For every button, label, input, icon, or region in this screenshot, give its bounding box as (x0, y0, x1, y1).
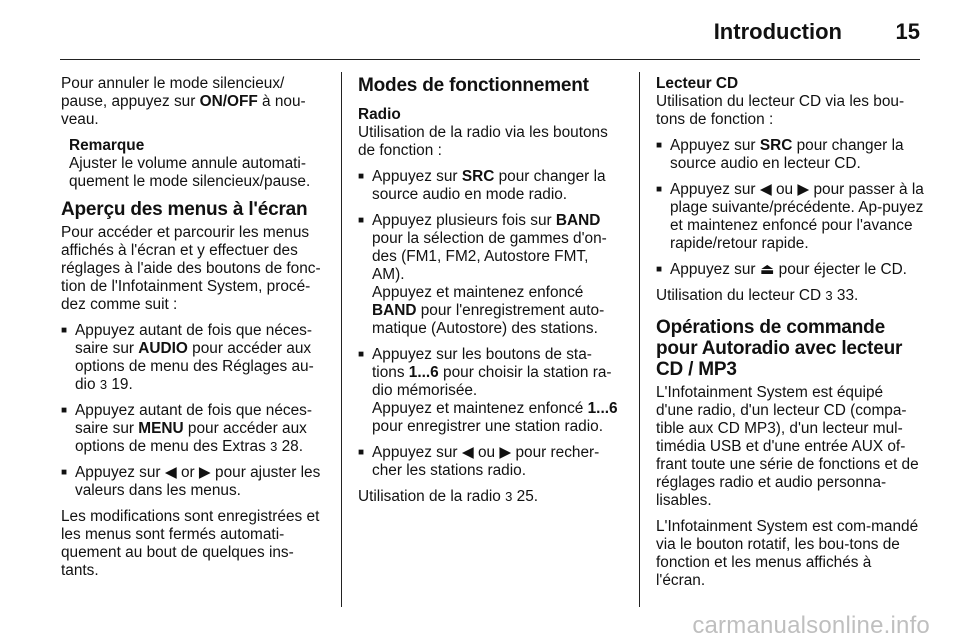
paragraph-silent-mode: Pour annuler le mode silencieux/ pause, appuyez sur ON/OFF à nou-veau. (61, 75, 306, 128)
paragraph-cd-ref: Utilisation du lecteur CD 3 33. (656, 287, 859, 304)
paragraph-cd-intro: Utilisation du lecteur CD via les bou-tons de fonction : (656, 93, 905, 128)
column-divider-1 (341, 72, 342, 607)
list-item: ■ Appuyez sur ◀ ou ▶ pour passer à la plage suivante/précédente. Ap-puyez et maintenez enfoncé pour l'avance rapide/retour rapide. (656, 181, 924, 253)
paragraph-system-controls: L'Infotainment System est com-mandé via le bouton rotatif, les bou-tons de fonction et les menus affichés à l'écran. (656, 518, 919, 589)
page-ref-icon: 3 (505, 489, 513, 504)
note-text: Ajuster le volume annule automati-quement le mode silencieux/pause. (69, 155, 311, 190)
right-arrow-icon: ▶ (499, 444, 512, 461)
heading-operations: Opérations de commande pour Autoradio avec lecteur CD / MP3 (656, 317, 903, 380)
note-title: Remarque (69, 137, 145, 154)
page-ref-icon: 3 (99, 377, 108, 392)
radio-steps-list (358, 168, 622, 480)
list-item: ■ Appuyez sur SRC pour changer la source audio en lecteur CD. (656, 137, 924, 173)
left-arrow-icon: ◀ (759, 181, 772, 198)
header-rule (60, 59, 920, 60)
heading-radio: Radio (358, 106, 401, 123)
column-2 (358, 75, 622, 514)
page-ref-icon: 3 (270, 439, 278, 454)
paragraph-auto-close: Les modifications sont enregistrées et les menus sont fermés automati-quement au bout de quelques ins-tants. (61, 508, 320, 579)
watermark: carmanualsonline.info (692, 612, 930, 639)
right-arrow-icon: ▶ (797, 181, 810, 198)
paragraph-radio-ref: Utilisation de la radio 3 25. (358, 488, 539, 505)
right-arrow-icon: ▶ (198, 464, 211, 481)
column-divider-2 (639, 72, 640, 607)
list-item: ■ Appuyez autant de fois que néces-saire sur MENU pour accéder aux options de menu des Extras 3 28. (61, 402, 325, 456)
page-number: 15 (895, 19, 920, 44)
heading-modes: Modes de fonctionnement (358, 75, 589, 96)
paragraph-menus-intro: Pour accéder et parcourir les menus affichés à l'écran et y effectuer des réglages à l'aide des boutons de fonc-tion de l'Infotainment System, procé-dez comme suit : (61, 224, 321, 313)
paragraph-system-features: L'Infotainment System est équipé d'une radio, d'un lecteur CD (compa-tible aux CD MP3), d'un lecteur mul-timédia USB et d'une entrée AUX of-frant toute une série de fonctions et de réglages radio et audio personna-lisables. (656, 384, 919, 509)
list-item-subparagraph: Appuyez et maintenez enfoncé BAND pour l'enregistrement auto-matique (Autostore) des stations. (372, 284, 605, 337)
left-arrow-icon: ◀ (164, 464, 177, 481)
list-item: ■ Appuyez sur ◀ or ▶ pour ajuster les valeurs dans les menus. (61, 464, 325, 500)
list-item-subparagraph: Appuyez et maintenez enfoncé 1...6 pour enregistrer une station radio. (372, 400, 618, 435)
list-item: ■ Appuyez plusieurs fois sur BAND pour la sélection de gammes d'on-des (FM1, FM2, Autostore FMT, AM). Appuyez et maintenez enfoncé BAND pour l'enregistrement auto-matique (Autostore) des stations. (358, 212, 622, 338)
heading-cd-player: Lecteur CD (656, 75, 739, 92)
heading-menus: Aperçu des menus à l'écran (61, 199, 308, 220)
page-header (0, 0, 960, 60)
list-item: ■ Appuyez sur SRC pour changer la source audio en mode radio. (358, 168, 622, 204)
left-arrow-icon: ◀ (461, 444, 474, 461)
eject-icon: ⏏ (759, 261, 775, 278)
chapter-title: Introduction (713, 19, 842, 44)
list-item: ■ Appuyez sur ◀ ou ▶ pour recher-cher les stations radio. (358, 444, 622, 480)
cd-steps-list (656, 137, 924, 279)
list-item: ■ Appuyez autant de fois que néces-saire sur AUDIO pour accéder aux options de menu des Réglages au-dio 3 19. (61, 322, 325, 394)
list-item: ■ Appuyez sur ⏏ pour éjecter le CD. (656, 261, 924, 279)
page-ref-icon: 3 (825, 288, 833, 303)
menu-steps-list (61, 322, 325, 500)
note-box (61, 137, 325, 191)
column-3 (656, 75, 924, 598)
column-1 (61, 75, 325, 588)
list-item: ■ Appuyez sur les boutons de sta-tions 1...6 pour choisir la station ra-dio mémorisée. Appuyez et maintenez enfoncé 1...6 pour enregistrer une station radio. (358, 346, 622, 436)
paragraph-radio-intro: Utilisation de la radio via les boutons de fonction : (358, 124, 608, 159)
